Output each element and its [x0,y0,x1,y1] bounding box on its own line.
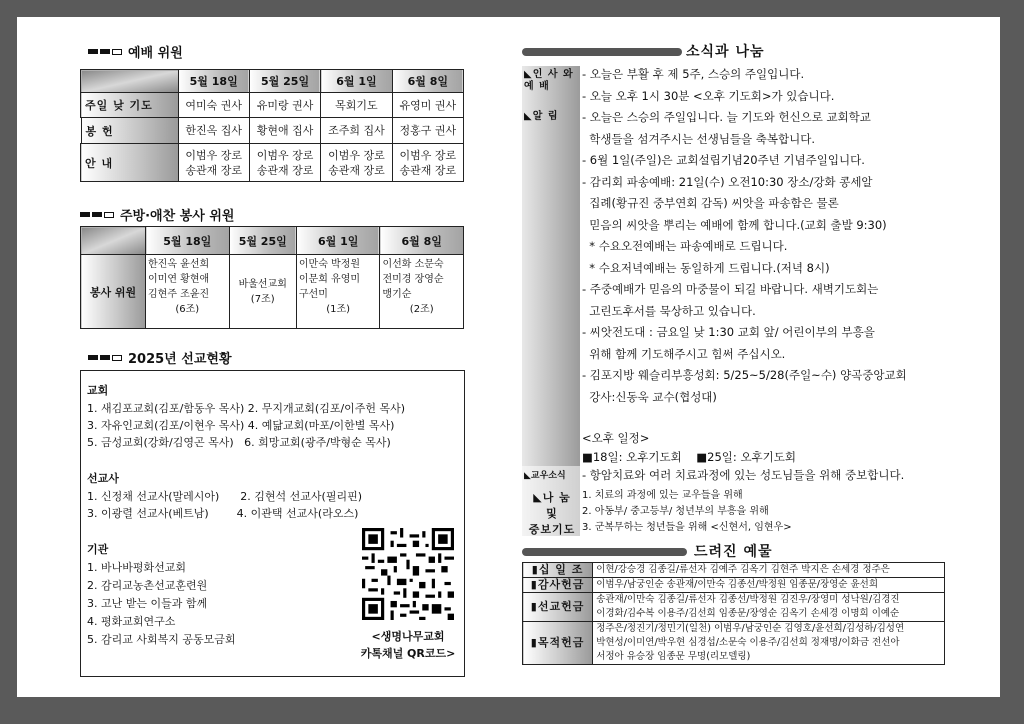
role-label: 봉사 위원 [81,255,146,329]
gift-label: ▮선교헌금 [523,593,593,622]
table-cell: 이범우 장로 송관재 장로 [249,144,320,182]
table-cell: 여미숙 권사 [178,93,249,118]
prayer-line: 3. 군복무하는 청년들을 위해 <신현서, 임현우> [582,522,792,533]
member-news-line: - 항암치료와 여러 치료과정에 있는 성도님들을 위해 중보합니다. [582,468,905,482]
role-label: 안 내 [81,144,179,182]
table-cell: 유미랑 권사 [249,93,320,118]
date-header: 5월 25일 [229,227,296,255]
news-line: 위해 함께 기도해주시고 힘써 주십시오. [582,347,786,361]
table-cell: 이범우 장로 송관재 장로 [392,144,463,182]
role-label: 봉 헌 [81,118,178,143]
table-cell: 한진옥 윤선희 이미연 황현애 김현주 조윤진 (6조) [146,255,230,329]
gift-names: 이현/강승경 김종길/류선자 김예주 김옥기 김현주 박지은 손세경 정주은 [593,563,945,578]
list-item: 1. 신정채 선교사(말레시아) 2. 김현석 선교사(필리핀) [87,490,363,503]
list-item: 3. 고난 받는 이들과 함께 [87,597,208,610]
news-line: 고린도후서를 묵상하고 있습니다. [582,304,756,318]
news-line: 믿음의 씨앗을 뿌리는 예배에 함께 합니다.(교회 출발 9:30) [582,218,887,232]
news-line: 강사:신동욱 교수(협성대) [582,390,717,404]
date-header: 6월 1일 [321,70,392,93]
date-header: 5월 25일 [249,70,320,93]
table-cell: 조주희 집사 [321,118,392,144]
news-line: 학생들을 섬겨주시는 선생님들을 축복합니다. [582,132,816,146]
gifts-table [522,562,945,665]
news-title-bar [522,48,682,56]
prayer-line: 1. 치료의 과정에 있는 교우들을 위해 [582,490,743,501]
worship-table [80,69,464,182]
table-cell: 이범우 장로 송관재 장로 [178,144,249,182]
date-header: 5월 18일 [178,70,249,93]
table-cell: 황현애 집사 [249,118,320,144]
news-line: - 씨앗전도대 : 금요일 낮 1:30 교회 앞/ 어린이부의 부흥을 [582,325,875,339]
list-item: 3. 이광렬 선교사(베트남) 4. 이관택 선교사(라오스) [87,507,359,520]
mission-section-title: 2025년 선교현황 [88,348,232,367]
afternoon-schedule-heading: <오후 일정> [582,431,650,445]
news-line: - 주중예배가 믿음의 마중물이 되길 바랍니다. 새벽기도회는 [582,282,879,296]
church-heading: 교회 [87,384,109,397]
gift-names: 정주은/정진기/정민기(일천) 이범우/남궁인순 김영호/윤선희/김성하/김성연 박현성/이미연/박우현 심경섭/소문숙 이용주/김선희 정재명/이화금 전선아 서정아 유승장 임종문 무명(리모델링) [593,622,945,665]
news-sidebar [522,66,580,510]
worship-section-title: 예배 위원 [88,42,183,61]
table-cell: 이선화 소문숙 전미경 장영순 맹기순 (2조) [380,255,464,329]
label-member-news: ◣교우소식 [524,471,566,481]
section-bullet-icon [88,355,122,361]
gift-label: ▮목적헌금 [523,622,593,665]
table-cell: 이만숙 박정원 이문희 유영미 구선미 (1조) [296,255,380,329]
news-line: 집례(황규진 중부연회 감독) 씨앗을 파송함은 물론 [582,196,839,210]
list-item: 4. 평화교회연구소 [87,615,176,628]
table-cell: 정홍구 권사 [392,118,463,144]
table-cell: 유영미 권사 [392,93,463,118]
list-item: 1. 바나바평화선교회 [87,561,186,574]
table-corner [81,70,179,93]
news-line: - 김포지방 웨슬리부흥성회: 5/25~5/28(주일~수) 양곡중앙교회 [582,368,907,382]
table-cell: 바울선교회 (7조) [229,255,296,329]
section-bullet-icon [88,49,122,55]
news-line: - 오늘은 부활 후 제 5주, 스승의 주일입니다. [582,67,805,81]
gift-label: ▮감사헌금 [523,578,593,593]
list-item: 5. 금성교회(강화/김영곤 목사) 6. 희망교회(광주/박형순 목사) [87,436,391,449]
table-cell: 한진옥 집사 [178,118,249,144]
news-line: - 6월 1일(주일)은 교회설립기념20주년 기념주일입니다. [582,153,865,167]
service-table [80,226,464,329]
list-item: 3. 자유인교회(김포/이현우 목사) 4. 예닮교회(마포/이한별 목사) [87,419,395,432]
gifts-title-bar [522,548,687,556]
news-line: * 수요저녁예배는 동일하게 드립니다.(저녁 8시) [582,261,830,275]
news-section-title: 소식과 나눔 [686,44,765,60]
table-cell: 목회기도 [321,93,392,118]
prayer-line: 2. 아동부/ 중고등부/ 청년부의 부흥을 위해 [582,506,769,517]
afternoon-schedule-line: ■18일: 오후기도회 ■25일: 오후기도회 [582,450,796,464]
gift-names: 송관재/이만숙 김종길/류선자 김종선/박정원 김진우/장영미 성낙원/김경진 이경화/김수복 이용주/김선희 임종문/장영순 김옥기 손세경 이명희 이예순 [593,593,945,622]
gift-names: 이범우/남궁인순 송관재/이만숙 김종선/박정원 임종문/장영순 윤선희 [593,578,945,593]
kakao-channel-qr-code[interactable] [362,528,454,620]
org-heading: 기관 [87,543,109,556]
news-line: - 오늘은 스승의 주일입니다. 늘 기도와 헌신으로 교회학교 [582,110,871,124]
news-line: - 감리회 파송예배: 21일(수) 오전10:30 장소/강화 콩세알 [582,175,873,189]
qr-caption: <생명나무교회 카톡채널 QR코드> [360,630,456,660]
label-greeting-worship: ◣인 사 와 예 배 [524,69,574,92]
missionary-heading: 선교사 [87,472,119,485]
table-cell: 이범우 장로 송관재 장로 [321,144,392,182]
service-section-title: 주방·애찬 봉사 위원 [80,205,234,224]
table-corner [81,227,146,255]
triangle-bullet-icon: ◣ [524,69,533,80]
date-header: 6월 1일 [296,227,380,255]
news-line: - 오늘 오후 1시 30분 <오후 기도회>가 있습니다. [582,89,835,103]
date-header: 5월 18일 [146,227,230,255]
triangle-bullet-icon: ◣ [533,491,543,504]
news-line: * 수요오전예배는 파송예배로 드립니다. [582,239,788,253]
label-notice: ◣알 림 [524,111,559,122]
gifts-section-title: 드려진 예물 [694,544,773,560]
date-header: 6월 8일 [392,70,463,93]
list-item: 5. 감리교 사회복지 공동모금회 [87,633,236,646]
section-bullet-icon [80,212,114,218]
triangle-bullet-icon: ◣ [524,471,531,481]
date-header: 6월 8일 [380,227,464,255]
list-item: 2. 감리교농촌선교훈련원 [87,579,208,592]
triangle-bullet-icon: ◣ [524,111,533,122]
label-sharing-prayer: ◣나 눔 및 중보기도 [528,491,576,536]
role-label: 주일 낮 기도 [81,93,179,118]
list-item: 1. 새김포교회(김포/함동우 목사) 2. 무지개교회(김포/이주헌 목사) [87,402,406,415]
gift-label: ▮십 일 조 [523,563,593,578]
